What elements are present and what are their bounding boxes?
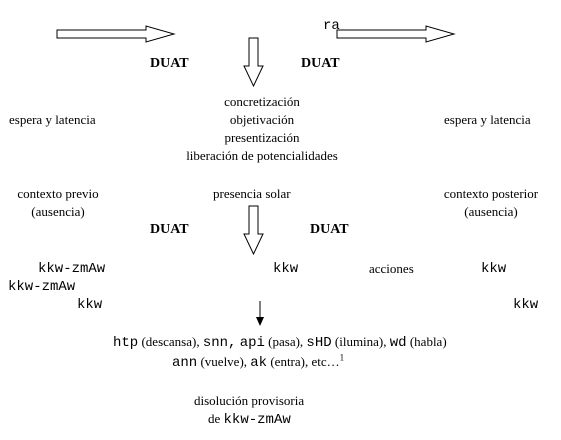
side-right-label: espera y latencia [444, 112, 531, 127]
gloss-ak: (entra), etc… [270, 354, 340, 369]
kkw-right-1: kkw [481, 261, 507, 277]
duat-top-left: DUAT [150, 56, 189, 71]
kkw-center: kkw [273, 261, 299, 277]
contexto-posterior-line-2: (ausencia) [464, 204, 518, 219]
contexto-posterior-line-1: contexto posterior [443, 186, 539, 201]
duat-mid-right: DUAT [310, 222, 349, 237]
kkw-zmaw-left-1: kkw-zmAw [38, 261, 106, 277]
verbs-line-1 [113, 334, 447, 351]
arrow-down-top [244, 38, 263, 86]
verb-api: api [239, 335, 265, 351]
duat-top-right: DUAT [301, 56, 340, 71]
disolucion-line-2 [208, 411, 291, 428]
kkw-right-2: kkw [513, 297, 539, 313]
footnote-marker: 1 [339, 352, 345, 363]
arrow-right-right [337, 26, 454, 42]
verb-wd: wd [389, 335, 407, 351]
gloss-htp: (descansa), [141, 334, 200, 349]
acciones-label: acciones [369, 261, 414, 276]
arrow-down-small-head [256, 317, 264, 326]
verb-snn: snn, [202, 335, 237, 351]
verb-ann: ann [172, 355, 198, 371]
verb-htp: htp [113, 335, 139, 351]
center-line-3: presentización [224, 130, 300, 145]
center-line-1: concretización [224, 94, 300, 109]
disolucion-prefix: de [208, 411, 224, 426]
verb-ak: ak [250, 355, 268, 371]
contexto-previo-line-2: (ausencia) [31, 204, 85, 219]
arrow-down-middle [244, 206, 263, 254]
disolucion-label: disolución provisoria [194, 393, 305, 408]
contexto-previo-line-1: contexto previo [17, 186, 99, 201]
gloss-shd: (ilumina), [334, 334, 387, 349]
arrow-right-left [57, 26, 174, 42]
kkw-zmaw-left-2: kkw-zmAw [8, 279, 76, 295]
gloss-api: (pasa), [268, 334, 304, 349]
kkw-left-3: kkw [77, 297, 103, 313]
center-line-4: liberación de potencialidades [186, 148, 338, 163]
verb-shd: sHD [306, 335, 332, 351]
center-line-2: objetivación [229, 112, 295, 127]
ra-label: ra [323, 18, 340, 34]
side-left-label: espera y latencia [9, 112, 96, 127]
gloss-wd: (habla) [409, 334, 447, 349]
gloss-ann: (vuelve), [200, 354, 248, 369]
verbs-line-2 [172, 354, 344, 371]
disolucion-code: kkw-zmAw [223, 412, 291, 428]
presencia-solar: presencia solar [213, 186, 291, 201]
duat-mid-left: DUAT [150, 222, 189, 237]
